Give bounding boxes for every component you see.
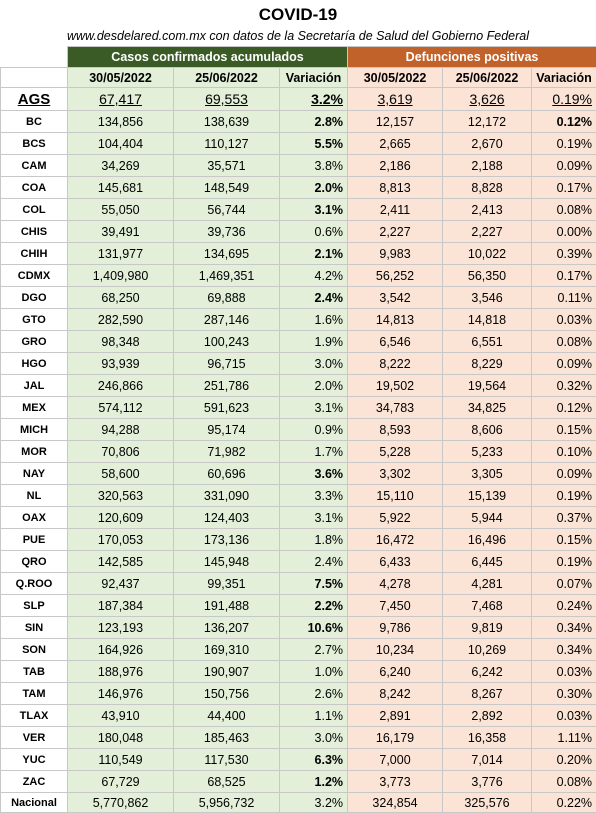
cases-date1-cell: 94,288: [68, 419, 174, 441]
state-cell: NAY: [1, 463, 68, 485]
deaths-date2-cell: 6,445: [443, 551, 532, 573]
deaths-date2-cell: 3,546: [443, 287, 532, 309]
table-row: [1, 463, 596, 485]
table-row: [1, 595, 596, 617]
state-cell: COA: [1, 177, 68, 199]
deaths-variation-cell: 0.07%: [532, 573, 596, 595]
cases-date2-cell: 60,696: [174, 463, 280, 485]
deaths-variation-cell: 0.19%: [532, 88, 596, 111]
deaths-date1-cell: 324,854: [348, 793, 443, 813]
table-row: [1, 133, 596, 155]
cases-date2-cell: 69,553: [174, 88, 280, 111]
cases-date2-cell: 56,744: [174, 199, 280, 221]
page-title: COVID-19: [0, 0, 596, 26]
state-cell: MOR: [1, 441, 68, 463]
deaths-date2-cell: 325,576: [443, 793, 532, 813]
deaths-date1-header: 30/05/2022: [348, 68, 443, 88]
state-cell: CHIH: [1, 243, 68, 265]
corner-cell: [1, 47, 68, 68]
deaths-variation-cell: 0.19%: [532, 551, 596, 573]
state-cell: VER: [1, 727, 68, 749]
deaths-variation-cell: 0.24%: [532, 595, 596, 617]
state-cell: MEX: [1, 397, 68, 419]
state-cell: Nacional: [1, 793, 68, 813]
deaths-date2-cell: 10,269: [443, 639, 532, 661]
cases-variation-cell: 3.2%: [280, 793, 348, 813]
state-cell: YUC: [1, 749, 68, 771]
cases-variation-cell: 1.7%: [280, 441, 348, 463]
deaths-date2-header: 25/06/2022: [443, 68, 532, 88]
deaths-date1-cell: 8,242: [348, 683, 443, 705]
cases-date1-cell: 70,806: [68, 441, 174, 463]
deaths-variation-header: Variación: [532, 68, 596, 88]
cases-variation-cell: 1.6%: [280, 309, 348, 331]
cases-date2-cell: 1,469,351: [174, 265, 280, 287]
deaths-variation-cell: 0.12%: [532, 397, 596, 419]
cases-date2-cell: 591,623: [174, 397, 280, 419]
cases-variation-cell: 1.2%: [280, 771, 348, 793]
deaths-date1-cell: 19,502: [348, 375, 443, 397]
cases-variation-cell: 3.6%: [280, 463, 348, 485]
cases-variation-cell: 1.1%: [280, 705, 348, 727]
cases-date2-cell: 44,400: [174, 705, 280, 727]
deaths-variation-cell: 0.20%: [532, 749, 596, 771]
state-cell: BCS: [1, 133, 68, 155]
deaths-date2-cell: 2,188: [443, 155, 532, 177]
cases-date1-cell: 68,250: [68, 287, 174, 309]
deaths-date2-cell: 3,626: [443, 88, 532, 111]
cases-date1-cell: 187,384: [68, 595, 174, 617]
table-row: [1, 639, 596, 661]
cases-variation-cell: 2.4%: [280, 551, 348, 573]
deaths-date1-cell: 3,542: [348, 287, 443, 309]
cases-date2-cell: 39,736: [174, 221, 280, 243]
cases-date1-cell: 170,053: [68, 529, 174, 551]
state-cell: SON: [1, 639, 68, 661]
deaths-date1-cell: 7,450: [348, 595, 443, 617]
cases-variation-cell: 2.0%: [280, 177, 348, 199]
deaths-date1-cell: 8,593: [348, 419, 443, 441]
state-cell: TAM: [1, 683, 68, 705]
deaths-variation-cell: 0.09%: [532, 463, 596, 485]
deaths-variation-cell: 0.39%: [532, 243, 596, 265]
cases-date2-cell: 99,351: [174, 573, 280, 595]
cases-date2-cell: 185,463: [174, 727, 280, 749]
cases-date1-cell: 92,437: [68, 573, 174, 595]
deaths-date2-cell: 6,242: [443, 661, 532, 683]
deaths-date2-cell: 9,819: [443, 617, 532, 639]
deaths-date2-cell: 7,014: [443, 749, 532, 771]
deaths-date1-cell: 5,922: [348, 507, 443, 529]
table-row: [1, 507, 596, 529]
cases-variation-cell: 3.0%: [280, 353, 348, 375]
deaths-date1-cell: 2,891: [348, 705, 443, 727]
cases-variation-cell: 3.0%: [280, 727, 348, 749]
deaths-variation-cell: 0.34%: [532, 617, 596, 639]
cases-variation-cell: 2.0%: [280, 375, 348, 397]
cases-variation-cell: 7.5%: [280, 573, 348, 595]
deaths-variation-cell: 0.37%: [532, 507, 596, 529]
cases-variation-cell: 3.8%: [280, 155, 348, 177]
state-cell: TLAX: [1, 705, 68, 727]
table-row: [1, 111, 596, 133]
deaths-date2-cell: 10,022: [443, 243, 532, 265]
table-row: [1, 441, 596, 463]
cases-date2-cell: 134,695: [174, 243, 280, 265]
deaths-date1-cell: 2,186: [348, 155, 443, 177]
deaths-date1-cell: 8,222: [348, 353, 443, 375]
state-cell: ZAC: [1, 771, 68, 793]
table-row: [1, 265, 596, 287]
cases-date1-cell: 34,269: [68, 155, 174, 177]
state-cell: JAL: [1, 375, 68, 397]
source-subtitle: www.desdelared.com.mx con datos de la Secretaría de Salud del Gobierno Federal: [0, 26, 596, 46]
deaths-group-header: Defunciones positivas: [348, 47, 596, 68]
deaths-date2-cell: 56,350: [443, 265, 532, 287]
cases-variation-cell: 5.5%: [280, 133, 348, 155]
deaths-date1-cell: 4,278: [348, 573, 443, 595]
deaths-date1-cell: 5,228: [348, 441, 443, 463]
cases-date1-cell: 246,866: [68, 375, 174, 397]
deaths-date2-cell: 3,776: [443, 771, 532, 793]
column-header-row: [1, 68, 596, 88]
cases-date1-cell: 123,193: [68, 617, 174, 639]
table-row: [1, 155, 596, 177]
table-row: [1, 529, 596, 551]
state-cell: Q.ROO: [1, 573, 68, 595]
deaths-date1-cell: 10,234: [348, 639, 443, 661]
cases-variation-cell: 3.1%: [280, 397, 348, 419]
deaths-date2-cell: 8,229: [443, 353, 532, 375]
state-cell: HGO: [1, 353, 68, 375]
table-row: [1, 287, 596, 309]
cases-date1-cell: 1,409,980: [68, 265, 174, 287]
deaths-date2-cell: 12,172: [443, 111, 532, 133]
table-row: [1, 419, 596, 441]
cases-date2-cell: 138,639: [174, 111, 280, 133]
cases-variation-cell: 2.1%: [280, 243, 348, 265]
cases-date2-header: 25/06/2022: [174, 68, 280, 88]
cases-date2-cell: 100,243: [174, 331, 280, 353]
table-row: [1, 573, 596, 595]
deaths-date1-cell: 6,240: [348, 661, 443, 683]
deaths-date1-cell: 14,813: [348, 309, 443, 331]
state-cell: QRO: [1, 551, 68, 573]
deaths-date2-cell: 8,267: [443, 683, 532, 705]
deaths-date2-cell: 34,825: [443, 397, 532, 419]
table-row: [1, 353, 596, 375]
deaths-variation-cell: 0.17%: [532, 177, 596, 199]
cases-date1-cell: 67,417: [68, 88, 174, 111]
deaths-variation-cell: 0.10%: [532, 441, 596, 463]
deaths-variation-cell: 0.12%: [532, 111, 596, 133]
deaths-date1-cell: 16,179: [348, 727, 443, 749]
cases-variation-cell: 3.1%: [280, 507, 348, 529]
state-cell: NL: [1, 485, 68, 507]
cases-date2-cell: 287,146: [174, 309, 280, 331]
cases-date1-cell: 142,585: [68, 551, 174, 573]
cases-date2-cell: 69,888: [174, 287, 280, 309]
deaths-variation-cell: 0.19%: [532, 133, 596, 155]
table-row: [1, 551, 596, 573]
cases-group-header: Casos confirmados acumulados: [68, 47, 348, 68]
table-row: [1, 221, 596, 243]
cases-variation-cell: 10.6%: [280, 617, 348, 639]
deaths-date1-cell: 6,546: [348, 331, 443, 353]
cases-date2-cell: 173,136: [174, 529, 280, 551]
cases-date1-cell: 282,590: [68, 309, 174, 331]
cases-date2-cell: 124,403: [174, 507, 280, 529]
cases-date1-cell: 98,348: [68, 331, 174, 353]
cases-variation-header: Variación: [280, 68, 348, 88]
deaths-variation-cell: 0.22%: [532, 793, 596, 813]
deaths-date1-cell: 6,433: [348, 551, 443, 573]
cases-date1-cell: 55,050: [68, 199, 174, 221]
deaths-variation-cell: 0.19%: [532, 485, 596, 507]
deaths-date2-cell: 14,818: [443, 309, 532, 331]
deaths-date2-cell: 15,139: [443, 485, 532, 507]
cases-date2-cell: 136,207: [174, 617, 280, 639]
table-row: [1, 617, 596, 639]
deaths-variation-cell: 0.17%: [532, 265, 596, 287]
cases-date2-cell: 169,310: [174, 639, 280, 661]
covid-table: [0, 46, 596, 813]
state-cell: SIN: [1, 617, 68, 639]
deaths-variation-cell: 0.00%: [532, 221, 596, 243]
cases-variation-cell: 2.6%: [280, 683, 348, 705]
group-header-row: [1, 47, 596, 68]
deaths-date2-cell: 7,468: [443, 595, 532, 617]
deaths-date1-cell: 34,783: [348, 397, 443, 419]
deaths-date1-cell: 2,411: [348, 199, 443, 221]
cases-date2-cell: 251,786: [174, 375, 280, 397]
cases-date2-cell: 190,907: [174, 661, 280, 683]
state-cell: CAM: [1, 155, 68, 177]
deaths-date1-cell: 2,665: [348, 133, 443, 155]
deaths-variation-cell: 0.15%: [532, 529, 596, 551]
state-cell: PUE: [1, 529, 68, 551]
deaths-date1-cell: 7,000: [348, 749, 443, 771]
state-cell: GTO: [1, 309, 68, 331]
cases-date2-cell: 95,174: [174, 419, 280, 441]
deaths-variation-cell: 1.11%: [532, 727, 596, 749]
state-cell: DGO: [1, 287, 68, 309]
cases-date1-cell: 120,609: [68, 507, 174, 529]
deaths-date1-cell: 15,110: [348, 485, 443, 507]
deaths-variation-cell: 0.09%: [532, 155, 596, 177]
cases-date1-cell: 43,910: [68, 705, 174, 727]
cases-variation-cell: 2.2%: [280, 595, 348, 617]
cases-date1-cell: 164,926: [68, 639, 174, 661]
deaths-date1-cell: 3,302: [348, 463, 443, 485]
cases-date2-cell: 96,715: [174, 353, 280, 375]
deaths-date1-cell: 3,773: [348, 771, 443, 793]
cases-date1-cell: 134,856: [68, 111, 174, 133]
cases-date1-cell: 58,600: [68, 463, 174, 485]
deaths-variation-cell: 0.08%: [532, 331, 596, 353]
cases-variation-cell: 3.2%: [280, 88, 348, 111]
deaths-date2-cell: 16,496: [443, 529, 532, 551]
deaths-date2-cell: 6,551: [443, 331, 532, 353]
cases-variation-cell: 0.6%: [280, 221, 348, 243]
cases-date1-cell: 67,729: [68, 771, 174, 793]
table-row: [1, 661, 596, 683]
cases-date2-cell: 145,948: [174, 551, 280, 573]
table-row: [1, 727, 596, 749]
state-cell: COL: [1, 199, 68, 221]
deaths-variation-cell: 0.08%: [532, 771, 596, 793]
state-cell: CDMX: [1, 265, 68, 287]
state-cell: GRO: [1, 331, 68, 353]
deaths-date1-cell: 56,252: [348, 265, 443, 287]
cases-variation-cell: 3.1%: [280, 199, 348, 221]
cases-variation-cell: 4.2%: [280, 265, 348, 287]
deaths-variation-cell: 0.34%: [532, 639, 596, 661]
deaths-date1-cell: 16,472: [348, 529, 443, 551]
cases-variation-cell: 0.9%: [280, 419, 348, 441]
table-row: [1, 177, 596, 199]
deaths-date2-cell: 8,828: [443, 177, 532, 199]
cases-date1-cell: 574,112: [68, 397, 174, 419]
state-cell: MICH: [1, 419, 68, 441]
deaths-variation-cell: 0.08%: [532, 199, 596, 221]
deaths-date2-cell: 3,305: [443, 463, 532, 485]
deaths-date2-cell: 2,670: [443, 133, 532, 155]
cases-date1-cell: 131,977: [68, 243, 174, 265]
cases-date1-cell: 93,939: [68, 353, 174, 375]
deaths-variation-cell: 0.30%: [532, 683, 596, 705]
cases-date2-cell: 191,488: [174, 595, 280, 617]
deaths-variation-cell: 0.09%: [532, 353, 596, 375]
cases-date1-cell: 146,976: [68, 683, 174, 705]
cases-date2-cell: 110,127: [174, 133, 280, 155]
state-cell: TAB: [1, 661, 68, 683]
table-row: [1, 749, 596, 771]
cases-date2-cell: 68,525: [174, 771, 280, 793]
cases-date1-header: 30/05/2022: [68, 68, 174, 88]
cases-date1-cell: 320,563: [68, 485, 174, 507]
cases-variation-cell: 1.8%: [280, 529, 348, 551]
cases-date2-cell: 331,090: [174, 485, 280, 507]
deaths-date2-cell: 2,413: [443, 199, 532, 221]
state-cell: OAX: [1, 507, 68, 529]
table-row: [1, 485, 596, 507]
deaths-variation-cell: 0.03%: [532, 309, 596, 331]
cases-date2-cell: 117,530: [174, 749, 280, 771]
state-cell: SLP: [1, 595, 68, 617]
table-row: [1, 793, 596, 813]
cases-date1-cell: 110,549: [68, 749, 174, 771]
cases-date1-cell: 145,681: [68, 177, 174, 199]
cases-date1-cell: 180,048: [68, 727, 174, 749]
table-row: [1, 705, 596, 727]
deaths-variation-cell: 0.11%: [532, 287, 596, 309]
table-row: [1, 243, 596, 265]
cases-date2-cell: 71,982: [174, 441, 280, 463]
deaths-date2-cell: 4,281: [443, 573, 532, 595]
table-row: [1, 88, 596, 111]
deaths-variation-cell: 0.03%: [532, 705, 596, 727]
cases-variation-cell: 1.0%: [280, 661, 348, 683]
cases-date1-cell: 188,976: [68, 661, 174, 683]
state-cell: AGS: [1, 88, 68, 111]
cases-variation-cell: 1.9%: [280, 331, 348, 353]
deaths-variation-cell: 0.15%: [532, 419, 596, 441]
deaths-variation-cell: 0.03%: [532, 661, 596, 683]
state-cell: CHIS: [1, 221, 68, 243]
state-header-cell: [1, 68, 68, 88]
deaths-date2-cell: 2,227: [443, 221, 532, 243]
cases-date1-cell: 39,491: [68, 221, 174, 243]
cases-date2-cell: 150,756: [174, 683, 280, 705]
deaths-date2-cell: 5,944: [443, 507, 532, 529]
deaths-date2-cell: 2,892: [443, 705, 532, 727]
deaths-date1-cell: 9,983: [348, 243, 443, 265]
cases-variation-cell: 2.4%: [280, 287, 348, 309]
deaths-date1-cell: 9,786: [348, 617, 443, 639]
deaths-date1-cell: 3,619: [348, 88, 443, 111]
cases-variation-cell: 2.8%: [280, 111, 348, 133]
cases-date2-cell: 35,571: [174, 155, 280, 177]
table-row: [1, 375, 596, 397]
table-row: [1, 309, 596, 331]
table-row: [1, 331, 596, 353]
deaths-variation-cell: 0.32%: [532, 375, 596, 397]
deaths-date1-cell: 12,157: [348, 111, 443, 133]
cases-date2-cell: 5,956,732: [174, 793, 280, 813]
cases-date2-cell: 148,549: [174, 177, 280, 199]
cases-date1-cell: 104,404: [68, 133, 174, 155]
table-row: [1, 683, 596, 705]
table-row: [1, 771, 596, 793]
cases-variation-cell: 3.3%: [280, 485, 348, 507]
cases-variation-cell: 2.7%: [280, 639, 348, 661]
deaths-date1-cell: 8,813: [348, 177, 443, 199]
table-row: [1, 199, 596, 221]
table-row: [1, 397, 596, 419]
deaths-date1-cell: 2,227: [348, 221, 443, 243]
deaths-date2-cell: 5,233: [443, 441, 532, 463]
state-cell: BC: [1, 111, 68, 133]
deaths-date2-cell: 19,564: [443, 375, 532, 397]
cases-date1-cell: 5,770,862: [68, 793, 174, 813]
deaths-date2-cell: 8,606: [443, 419, 532, 441]
cases-variation-cell: 6.3%: [280, 749, 348, 771]
deaths-date2-cell: 16,358: [443, 727, 532, 749]
